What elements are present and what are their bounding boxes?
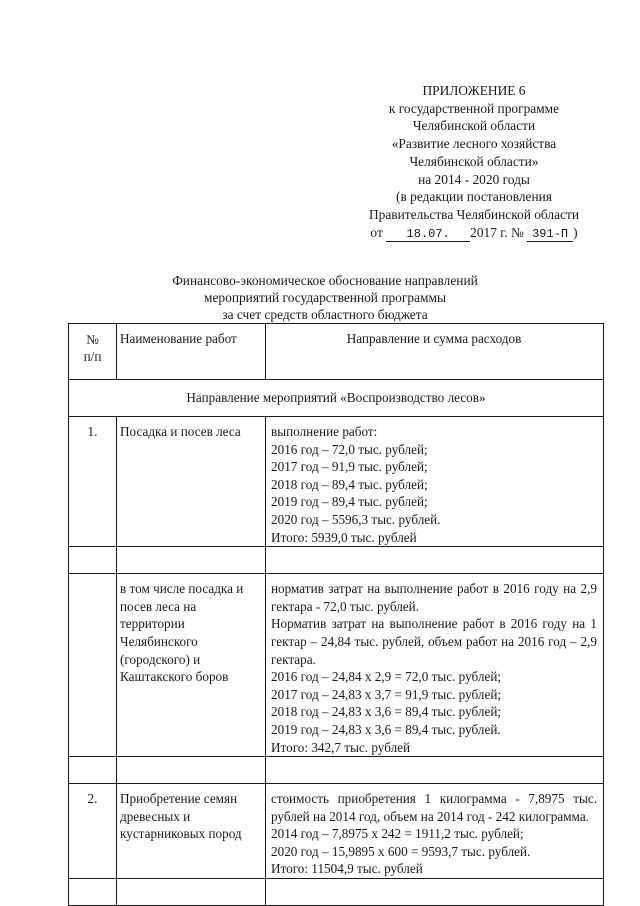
row-num (69, 574, 117, 757)
appendix-header (318, 82, 630, 242)
table-row (69, 417, 604, 547)
document-title (110, 272, 540, 323)
row-name: в том числе посадка и посев леса на территории Челябинского (городского) и Каштакского боров (117, 574, 266, 757)
table-spacer-row (69, 757, 604, 784)
section-title: Направление мероприятий «Воспроизводство лесов» (69, 380, 604, 417)
resolution-reference (318, 224, 630, 242)
financial-table (68, 323, 604, 906)
header-name: Наименование работ (117, 324, 266, 380)
appendix-line: (в редакции постановления (396, 189, 552, 205)
table-header-row (69, 324, 604, 380)
header-num: № п/п (69, 324, 117, 380)
row-name: Посадка и посев леса (117, 417, 266, 547)
title-line: за счет средств областного бюджета (222, 307, 428, 322)
row-num: 2. (69, 784, 117, 879)
appendix-line: Правительства Челябинской области (369, 206, 579, 222)
title-line: мероприятий государственной программы (204, 290, 446, 305)
row-direction: выполнение работ: 2016 год – 72,0 тыс. рублей; 2017 год – 91,9 тыс. рублей; 2018 год – 89,4 тыс. рублей; 2019 год – 89,4 тыс. рублей; 2020 год – 5596,3 тыс. рублей. Итого: 5939,0 тыс. рублей (266, 417, 604, 547)
closing-paren: ) (573, 224, 578, 240)
resolution-date: 18.07. (386, 227, 470, 242)
appendix-line: Челябинской области» (409, 153, 539, 169)
appendix-line: «Развитие лесного хозяйства (391, 136, 557, 152)
row-name: Приобретение семян древесных и кустарниковых пород (117, 784, 266, 879)
resolution-number: 391-П (527, 227, 573, 242)
resolution-year: 2017 г. № (470, 224, 524, 240)
appendix-line: Челябинской области (412, 118, 536, 134)
table-row (69, 784, 604, 879)
from-prefix: от (370, 224, 383, 240)
title-line: Финансово-экономическое обоснование направлений (172, 273, 478, 288)
appendix-line: к государственной программе (388, 100, 560, 116)
row-num: 1. (69, 417, 117, 547)
table-row (69, 574, 604, 757)
table-spacer-row (69, 879, 604, 906)
header-direction: Направление и сумма расходов (266, 324, 604, 380)
table-spacer-row (69, 547, 604, 574)
row-direction: стоимость приобретения 1 килограмма - 7,8975 тыс. рублей на 2014 год, объем на 2014 год - 242 килограмма. 2014 год – 7,8975 х 242 = 1911,2 тыс. рублей; 2020 год – 15,9895 х 600 = 9593,7 тыс. рублей. Итого: 11504,9 тыс. рублей (266, 784, 604, 879)
appendix-line: на 2014 - 2020 годы (418, 171, 530, 187)
section-row (69, 380, 604, 417)
row-direction: норматив затрат на выполнение работ в 2016 году на 2,9 гектара - 72,0 тыс. рублей. Норматив затрат на выполнение работ в 2016 году на 1 гектар – 24,84 тыс. рублей, объем работ на 2016 год – 2,9 гектара. 2016 год – 24,84 х 2,9 = 72,0 тыс. рублей; 2017 год – 24,83 х 3,7 = 91,9 тыс. рублей; 2018 год – 24,83 х 3,6 = 89,4 тыс. рублей; 2019 год – 24,83 х 3,6 = 89,4 тыс. рублей. Итого: 342,7 тыс. рублей (266, 574, 604, 757)
appendix-title: ПРИЛОЖЕНИЕ 6 (422, 83, 526, 98)
